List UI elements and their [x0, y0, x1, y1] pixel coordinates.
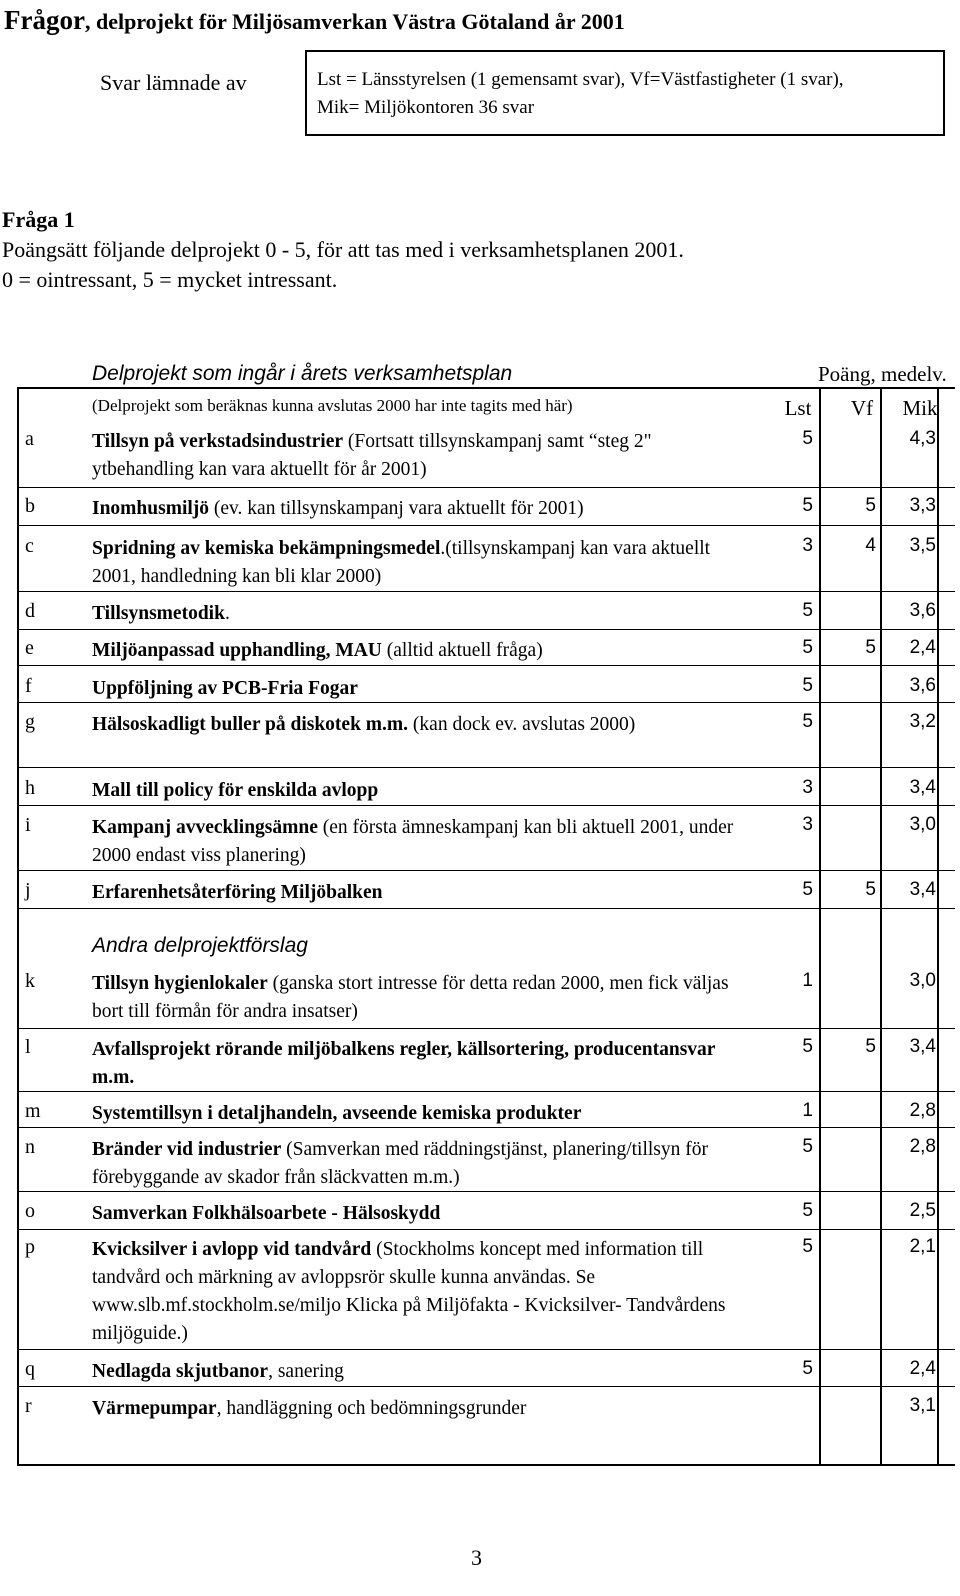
row-title: Systemtillsyn i detaljhandeln, avseende kemiska produkter [92, 1103, 582, 1124]
row-score-lst: 5 [802, 1236, 813, 1257]
row-title: Kvicksilver i avlopp vid tandvård [92, 1239, 372, 1260]
row-score-lst: 5 [802, 600, 813, 621]
row-note: (alltid aktuell fråga) [381, 640, 543, 661]
row-divider [17, 1229, 955, 1230]
row-score-mik: 3,1 [909, 1395, 936, 1416]
row-letter: m [25, 1100, 41, 1122]
row-score-lst: 5 [802, 879, 813, 900]
table-bottom-border [17, 1464, 955, 1466]
row-title: Bränder vid industrier [92, 1139, 282, 1160]
row-score-vf: 5 [865, 1036, 876, 1057]
row-divider [17, 805, 955, 806]
row-text [92, 637, 742, 665]
row-score-mik: 2,5 [909, 1200, 936, 1221]
row-letter: l [25, 1036, 31, 1058]
row-divider [17, 1386, 955, 1387]
row-text [92, 535, 742, 591]
row-score-lst: 5 [802, 1200, 813, 1221]
row-score-mik: 3,5 [909, 535, 936, 556]
row-title: Tillsynsmetodik [92, 603, 225, 624]
table-subtitle: (Delprojekt som beräknas kunna avslutas 2000 har inte tagits med här) [92, 396, 573, 415]
row-letter: h [25, 777, 35, 799]
row-letter: d [25, 600, 35, 622]
question-line2: 0 = ointressant, 5 = mycket intressant. [2, 267, 338, 292]
row-text [92, 675, 742, 703]
row-title: Nedlagda skjutbanor [92, 1361, 269, 1382]
row-title: Kampanj avvecklingsämne [92, 817, 318, 838]
row-divider [17, 1349, 955, 1350]
row-score-mik: 3,4 [909, 1036, 936, 1057]
row-letter: p [25, 1236, 35, 1258]
row-text [92, 1036, 742, 1092]
row-score-mik: 2,4 [909, 637, 936, 658]
row-text [92, 1395, 742, 1423]
page-title [4, 5, 625, 36]
table-left-border [17, 387, 19, 1466]
row-score-lst: 5 [802, 637, 813, 658]
row-text [92, 711, 742, 739]
row-letter: i [25, 814, 31, 836]
row-score-lst: 3 [802, 814, 813, 835]
row-score-lst: 5 [802, 1358, 813, 1379]
answered-by-label: Svar lämnade av [100, 70, 247, 95]
row-title: Inomhusmiljö [92, 498, 210, 519]
row-text [92, 1136, 742, 1192]
row-text [92, 814, 742, 870]
row-divider [17, 908, 955, 909]
row-text [92, 777, 742, 805]
page-number: 3 [471, 1545, 482, 1570]
row-letter: r [25, 1395, 32, 1417]
row-letter: e [25, 637, 34, 659]
col-header-mik: Mik [902, 396, 938, 420]
row-divider [17, 1091, 955, 1092]
row-divider [17, 525, 955, 526]
row-title: Tillsyn på verkstadsindustrier [92, 431, 344, 452]
row-letter: n [25, 1136, 35, 1158]
table-top-border [17, 387, 955, 389]
row-text [92, 1236, 742, 1348]
question-block [2, 205, 684, 295]
answered-by-line2: Mik= Miljökontoren 36 svar [317, 97, 535, 118]
row-text [92, 495, 742, 523]
row-divider [17, 1191, 955, 1192]
row-letter: j [25, 879, 31, 901]
table-title: Delprojekt som ingår i årets verksamhetsplan [92, 362, 513, 385]
row-letter: f [25, 675, 32, 697]
answered-by-line1: Lst = Länsstyrelsen (1 gemensamt svar), Vf=Västfastigheter (1 svar), [317, 69, 844, 90]
row-letter: a [25, 428, 34, 450]
row-score-vf: 5 [865, 879, 876, 900]
row-letter: k [25, 970, 35, 992]
row-score-lst: 3 [802, 777, 813, 798]
row-title: Erfarenhetsåterföring Miljöbalken [92, 882, 383, 903]
row-score-lst: 3 [802, 535, 813, 556]
row-letter: g [25, 711, 35, 733]
row-letter: c [25, 535, 34, 557]
row-score-mik: 3,3 [909, 495, 936, 516]
row-score-lst: 5 [802, 428, 813, 449]
row-divider [17, 702, 955, 703]
row-score-mik: 2,8 [909, 1136, 936, 1157]
row-score-mik: 3,0 [909, 970, 936, 991]
row-score-lst: 5 [802, 675, 813, 696]
row-divider [17, 1127, 955, 1128]
column-divider-lst-vf [819, 387, 821, 1466]
score-header: Poäng, medelv. [818, 362, 947, 386]
section-other-proposals: Andra delprojektförslag [92, 934, 308, 957]
row-score-lst: 1 [802, 970, 813, 991]
row-text [92, 1100, 742, 1128]
row-note: .(tillsynskampanj kan vara aktuellt 2001, handledning kan bli klar 2000) [92, 538, 711, 587]
row-score-lst: 5 [802, 711, 813, 732]
row-letter: b [25, 495, 35, 517]
row-divider [17, 1028, 955, 1029]
row-score-lst: 5 [802, 1036, 813, 1057]
row-divider [17, 665, 955, 666]
question-line1: Poängsätt följande delprojekt 0 - 5, för att tas med i verksamhetsplanen 2001. [2, 237, 684, 262]
row-score-mik: 3,0 [909, 814, 936, 835]
row-note: (Samverkan med räddningstjänst, planering/tillsyn för förebyggande av skador från släckvatten m.m.) [92, 1139, 708, 1188]
row-score-mik: 3,6 [909, 600, 936, 621]
row-note: , handläggning och bedömningsgrunder [216, 1398, 527, 1419]
row-letter: q [25, 1358, 35, 1380]
row-score-mik: 2,4 [909, 1358, 936, 1379]
row-score-mik: 3,4 [909, 777, 936, 798]
row-letter: o [25, 1200, 35, 1222]
row-text [92, 879, 742, 907]
row-text [92, 428, 742, 484]
row-note: (ev. kan tillsynskampanj vara aktuellt för 2001) [209, 498, 584, 519]
row-divider [17, 591, 955, 592]
row-title: Hälsoskadligt buller på diskotek m.m. [92, 714, 409, 735]
row-note: (kan dock ev. avslutas 2000) [408, 714, 636, 735]
row-note: . [224, 603, 230, 624]
row-text [92, 1358, 742, 1386]
row-title: Samverkan Folkhälsoarbete - Hälsoskydd [92, 1203, 441, 1224]
row-divider [17, 870, 955, 871]
row-score-vf: 5 [865, 637, 876, 658]
row-score-lst: 1 [802, 1100, 813, 1121]
row-divider [17, 487, 955, 488]
row-title: Mall till policy för enskilda avlopp [92, 780, 379, 801]
row-divider [17, 629, 955, 630]
row-score-mik: 2,8 [909, 1100, 936, 1121]
row-score-mik: 3,4 [909, 879, 936, 900]
column-divider-vf-mik [880, 387, 882, 1466]
answered-by-box [305, 50, 945, 136]
row-title: Avfallsprojekt rörande miljöbalkens regler, källsortering, producentansvar m.m. [92, 1039, 716, 1088]
title-main: Frågor [4, 5, 85, 35]
row-score-mik: 4,3 [909, 428, 936, 449]
row-note: (Stockholms koncept med information till tandvård och märkning av avloppsrör skulle kunna användas. Se www.slb.mf.stockholm.se/miljo Klicka på Miljöfakta - Kvicksilver- Tandvårdens miljöguide.) [92, 1239, 726, 1344]
row-text [92, 970, 742, 1026]
col-header-vf: Vf [850, 396, 874, 420]
row-score-vf: 5 [865, 495, 876, 516]
col-header-lst: Lst [784, 396, 812, 420]
row-title: Miljöanpassad upphandling, MAU [92, 640, 382, 661]
row-score-vf: 4 [865, 535, 876, 556]
row-score-lst: 5 [802, 495, 813, 516]
row-note: , sanering [268, 1361, 344, 1382]
row-note: (en första ämneskampanj kan bli aktuell 2001, under 2000 endast viss planering) [92, 817, 734, 866]
row-note: (Fortsatt tillsynskampanj samt “steg 2" ytbehandling kan vara aktuellt för år 2001) [92, 431, 652, 480]
row-divider [17, 767, 955, 768]
row-note: (ganska stort intresse för detta redan 2000, men fick väljas bort till förmån för andra insatser) [92, 973, 729, 1022]
row-score-mik: 3,6 [909, 675, 936, 696]
row-text [92, 1200, 742, 1228]
question-heading: Fråga 1 [2, 207, 75, 232]
row-title: Uppföljning av PCB-Fria Fogar [92, 678, 358, 699]
table-right-border [937, 387, 939, 1466]
row-text [92, 600, 742, 628]
title-rest: , delprojekt för Miljösamverkan Västra Götaland år 2001 [84, 9, 625, 34]
row-score-mik: 2,1 [909, 1236, 936, 1257]
row-title: Värmepumpar [92, 1398, 217, 1419]
row-score-mik: 3,2 [909, 711, 936, 732]
row-title: Spridning av kemiska bekämpningsmedel [92, 538, 441, 559]
row-score-lst: 5 [802, 1136, 813, 1157]
row-title: Tillsyn hygienlokaler [92, 973, 268, 994]
